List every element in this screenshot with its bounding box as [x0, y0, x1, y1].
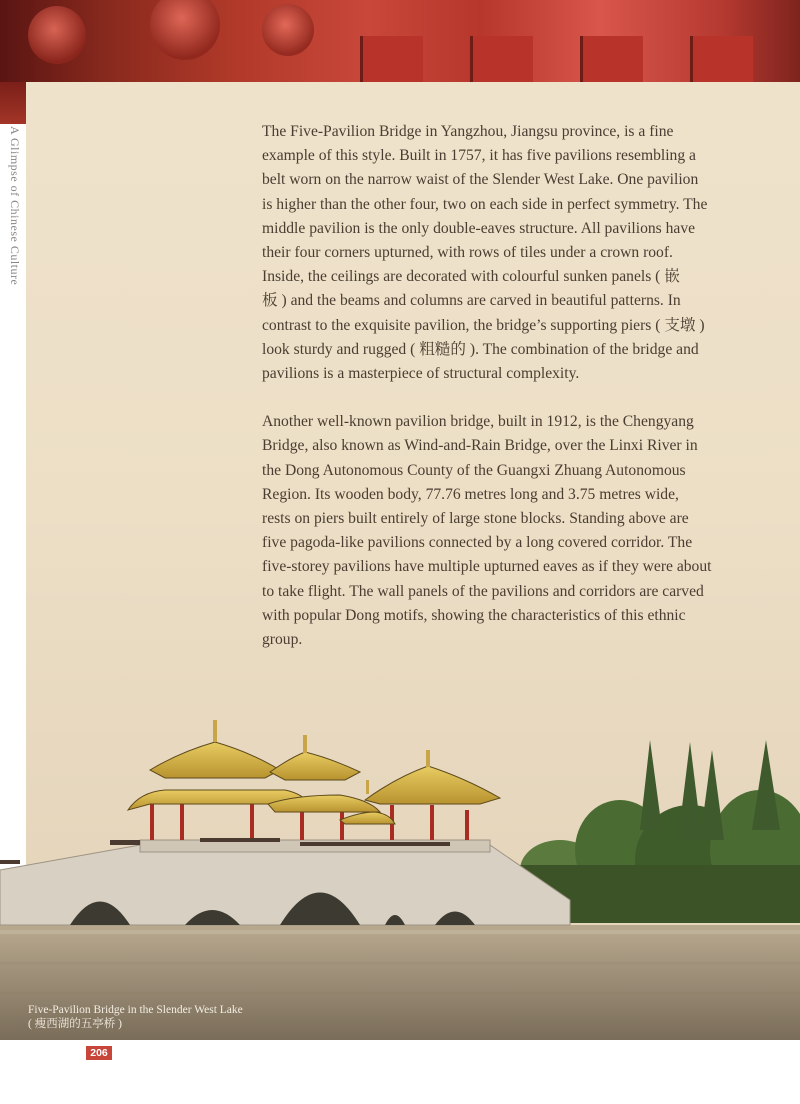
text-line: Another well-known pavilion bridge, built in 1912, is the Chengyang: [262, 413, 694, 431]
text-line: their four corners upturned, with rows of tiles under a crown roof.: [262, 244, 673, 262]
text-line: rests on piers built entirely of large stone blocks. Standing above are: [262, 510, 689, 528]
article-body: [262, 120, 762, 652]
text-line: contrast to the exquisite pavilion, the bridge’s supporting piers ( 支墩 ): [262, 316, 705, 334]
text-line: with popular Dong motifs, showing the characteristics of this ethnic: [262, 606, 686, 624]
text-line: example of this style. Built in 1757, it has five pavilions resembling a: [262, 147, 696, 165]
caption-chinese: ( 瘦西湖的五亭桥 ): [28, 1018, 122, 1030]
text-line: middle pavilion is the only double-eaves structure. All pavilions have: [262, 219, 696, 237]
text-line: belt worn on the narrow waist of the Slender West Lake. One pavilion: [262, 171, 699, 189]
left-decorative-band: [0, 82, 26, 124]
text-line: five-storey pavilions have multiple upturned eaves as if they were about: [262, 558, 712, 576]
text-line: the Dong Autonomous County of the Guangxi Zhuang Autonomous: [262, 461, 686, 479]
text-line: is higher than the other four, two on each side in perfect symmetry. The: [262, 195, 708, 213]
caption-english: Five-Pavilion Bridge in the Slender West Lake: [28, 1004, 243, 1016]
pavilions: [128, 720, 500, 840]
page-number-badge: 206: [86, 1046, 112, 1060]
text-line: 板 ) and the beams and columns are carved in beautiful patterns. In: [262, 292, 681, 310]
text-line: to take flight. The wall panels of the pavilions and corridors are carved: [262, 582, 704, 600]
text-line: The Five-Pavilion Bridge in Yangzhou, Jiangsu province, is a fine: [262, 123, 674, 140]
top-banner-photo: [0, 0, 800, 82]
text-line: Bridge, also known as Wind-and-Rain Bridge, over the Linxi River in: [262, 437, 698, 455]
text-line: look sturdy and rugged ( 粗糙的 ). The combination of the bridge and: [262, 340, 699, 358]
text-line: Region. Its wooden body, 77.76 metres long and 3.75 metres wide,: [262, 485, 679, 503]
photo-caption: [28, 1003, 328, 1031]
paragraph-five-pavilion-bridge: [262, 120, 762, 386]
section-title: A Glimpse of Chinese Culture: [8, 126, 22, 286]
text-line: pavilions is a masterpiece of structural complexity.: [262, 365, 580, 383]
bridge-photo: [0, 700, 800, 1040]
paragraph-chengyang-bridge: [262, 410, 762, 652]
text-line: Inside, the ceilings are decorated with colourful sunken panels ( 嵌: [262, 268, 680, 286]
text-line: five pagoda-like pavilions connected by a long covered corridor. The: [262, 534, 693, 552]
text-line: group.: [262, 631, 303, 649]
